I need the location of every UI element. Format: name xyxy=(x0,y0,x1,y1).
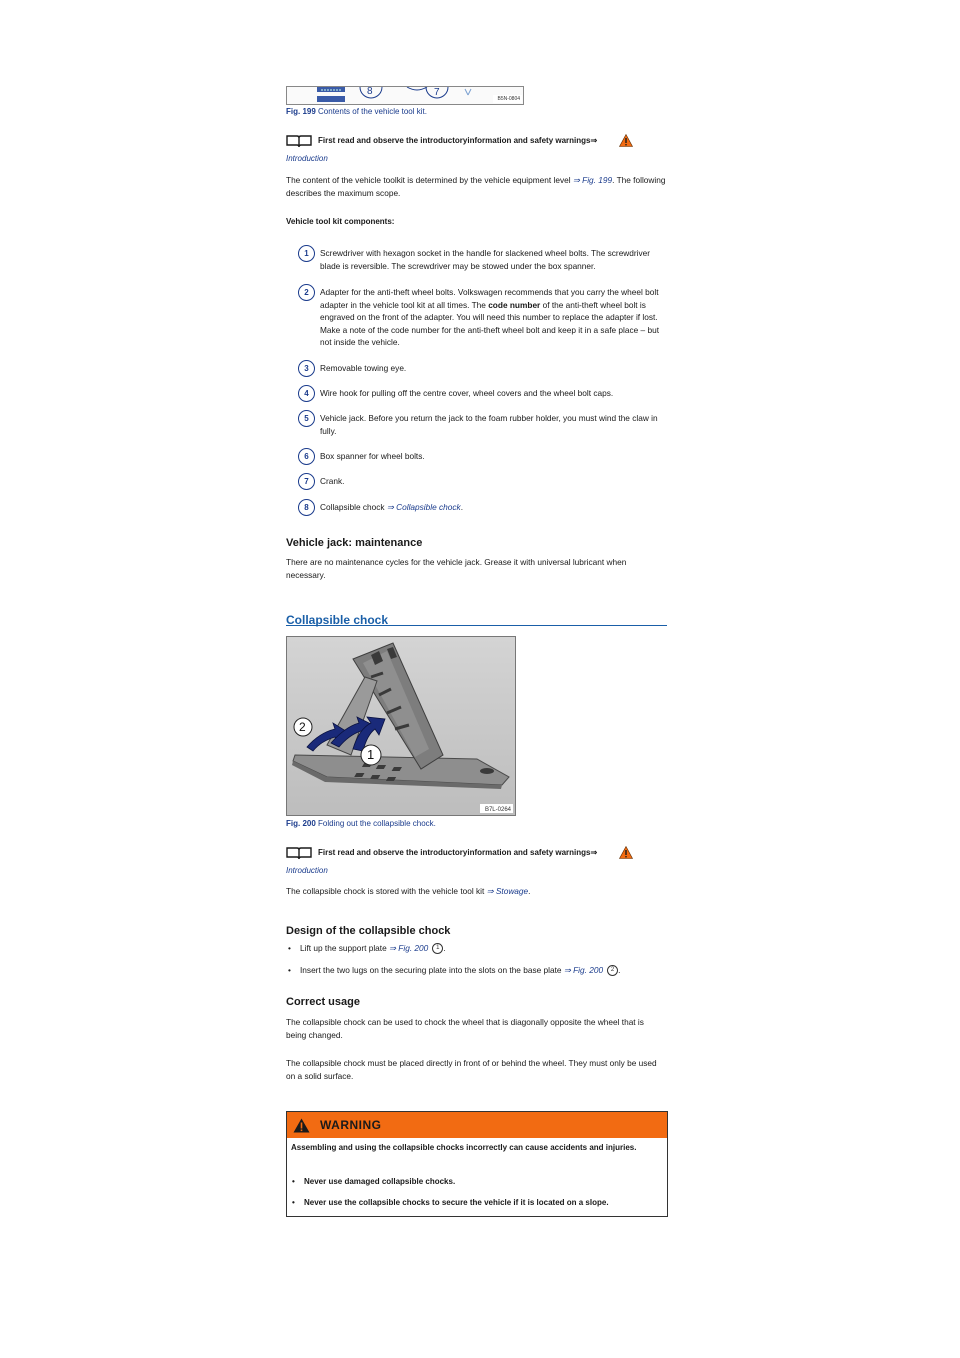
step-1-text: Lift up the support plate xyxy=(300,943,390,953)
item-8-after: . xyxy=(460,502,464,512)
fig-199-caption xyxy=(286,106,427,117)
item-1-text: Screwdriver with hexagon socket in the handle for slackened wheel bolts. The screwdriver blade is reversible. The screwdriver may be stowed under the box spanner. xyxy=(320,248,651,271)
design-heading: Design of the collapsible chock xyxy=(286,925,451,937)
fig-199-link[interactable]: ⇒ Fig. 199 xyxy=(572,175,613,185)
item-2-text-after: of the anti-theft wheel bolt is engraved on the front of the adapter. You will need this number to replace the adapter if lost. Make a note of the code number for the anti-theft wheel bolt and keep it in a safe place – but not inside the vehicle. xyxy=(320,299,660,347)
step-2-callout: 2 xyxy=(607,965,618,976)
item-3-text: Removable towing eye. xyxy=(320,363,407,373)
step-2-text: Insert the two lugs on the securing plate into the slots on the base plate xyxy=(300,965,564,975)
fig-200-caption-text: Folding out the collapsible chock. xyxy=(318,819,436,828)
fig-199-caption-num: Fig. 199 xyxy=(286,107,316,116)
item-number-badge: 1 xyxy=(298,245,315,262)
stored-after: . xyxy=(528,886,531,896)
stowage-link[interactable]: ⇒ Stowage xyxy=(486,886,529,896)
fig-199-code: B5N-0804 xyxy=(497,96,520,102)
item-text xyxy=(320,286,668,349)
list-item xyxy=(300,286,668,349)
fig-200-link-2[interactable]: ⇒ Fig. 200 xyxy=(563,965,604,975)
warning-bullet xyxy=(304,1176,455,1188)
item-8-text: Collapsible chock xyxy=(320,502,387,512)
warning-triangle-icon xyxy=(293,1118,310,1133)
intro-2-text: First read and observe the introductoryinformation and safety warnings⇒ xyxy=(318,848,598,857)
fig-199-image xyxy=(286,86,524,105)
item-number-badge: 7 xyxy=(298,473,315,490)
warning-title: WARNING xyxy=(320,1118,382,1132)
item-number-badge: 5 xyxy=(298,410,315,427)
item-6-text: Box spanner for wheel bolts. xyxy=(320,451,425,461)
step-1-callout: 1 xyxy=(432,943,443,954)
toolkit-para-after: . The following describes the maximum scope. xyxy=(286,175,666,198)
fig-200-caption-num: Fig. 200 xyxy=(286,819,316,828)
callout-1: 1 xyxy=(367,747,375,762)
list-item xyxy=(300,387,668,400)
warning-bullet-1-text: Never use damaged collapsible chocks. xyxy=(304,1177,456,1186)
collapsible-chock-link[interactable]: ⇒ Collapsible chock xyxy=(386,502,461,512)
intro-2-link[interactable]: Introduction xyxy=(286,866,328,875)
jack-maintenance-text: There are no maintenance cycles for the vehicle jack. Grease it with universal lubricant when necessary. xyxy=(286,557,627,580)
item-2-text: Adapter for the anti-theft wheel bolts. Volkswagen recommends that you carry the wheel bolt adapter in the vehicle tool kit at all times. The xyxy=(320,287,659,310)
book-icon xyxy=(286,134,312,148)
section-title: Collapsible chock xyxy=(286,613,389,627)
list-item xyxy=(300,247,668,272)
item-number-badge: 6 xyxy=(298,448,315,465)
warning-box xyxy=(286,1111,668,1217)
fig-200-image xyxy=(286,636,516,816)
book-icon xyxy=(286,846,312,860)
jack-maintenance-heading: Vehicle jack: maintenance xyxy=(286,537,423,549)
list-item xyxy=(300,362,668,375)
warning-triangle-icon xyxy=(619,846,633,859)
item-text xyxy=(320,247,668,272)
usage-paragraph-1: The collapsible chock can be used to chock the wheel that is diagonally opposite the wheel that is being changed. xyxy=(286,1017,644,1040)
list-item xyxy=(300,412,668,437)
usage-paragraph-2: The collapsible chock must be placed directly in front of or behind the wheel. They must only be used on a solid surface. xyxy=(286,1058,657,1081)
design-step-2: • Insert the two lugs on the securing plate into the slots on the base plate ⇒ Fig. 200 2 . xyxy=(300,964,620,977)
warning-triangle-icon xyxy=(619,134,633,147)
usage-heading: Correct usage xyxy=(286,996,360,1008)
tool-kit-illustration xyxy=(287,87,523,104)
intro-1-text: First read and observe the introductoryinformation and safety warnings⇒ xyxy=(318,136,598,145)
collapsible-chock-heading xyxy=(286,611,667,626)
item-number-badge: 2 xyxy=(298,284,315,301)
item-number-badge: 3 xyxy=(298,360,315,377)
svg-text:7: 7 xyxy=(434,87,440,98)
fig-199-caption-text: Contents of the vehicle tool kit. xyxy=(318,107,427,116)
warning-header xyxy=(287,1112,667,1138)
stored-paragraph xyxy=(286,885,666,898)
item-number-badge: 8 xyxy=(298,499,315,516)
item-text xyxy=(320,501,668,514)
toolkit-para-text: The content of the vehicle toolkit is determined by the vehicle equipment level xyxy=(286,175,573,185)
warning-lead: Assembling and using the collapsible chocks incorrectly can cause accidents and injuries. xyxy=(291,1143,637,1152)
item-4-text: Wire hook for pulling off the centre cover, wheel covers and the wheel bolt caps. xyxy=(320,388,614,398)
warning-bullet xyxy=(304,1197,609,1209)
list-item xyxy=(300,501,668,514)
svg-text:8: 8 xyxy=(367,87,373,97)
list-item xyxy=(300,475,668,488)
warning-bullet-2-text: Never use the collapsible chocks to secure the vehicle if it is located on a slope. xyxy=(304,1198,609,1207)
item-5-text: Vehicle jack. Before you return the jack to the foam rubber holder, you must wind the claw in fully. xyxy=(320,413,658,436)
item-number-badge: 4 xyxy=(298,385,315,402)
fig-200-code: B7L-0264 xyxy=(484,807,511,813)
stored-text: The collapsible chock is stored with the vehicle tool kit xyxy=(286,886,487,896)
collapsible-chock-illustration xyxy=(287,637,515,815)
design-step-1: • Lift up the support plate ⇒ Fig. 200 1 . xyxy=(300,942,446,955)
list-item xyxy=(300,450,668,463)
intro-1-link[interactable]: Introduction xyxy=(286,154,328,163)
components-heading: Vehicle tool kit components: xyxy=(286,217,395,226)
fig-200-caption xyxy=(286,818,436,829)
item-7-text: Crank. xyxy=(320,476,345,486)
code-number-label: code number xyxy=(488,299,541,310)
toolkit-paragraph xyxy=(286,174,666,199)
fig-200-link-1[interactable]: ⇒ Fig. 200 xyxy=(389,943,429,953)
callout-2: 2 xyxy=(299,720,306,734)
